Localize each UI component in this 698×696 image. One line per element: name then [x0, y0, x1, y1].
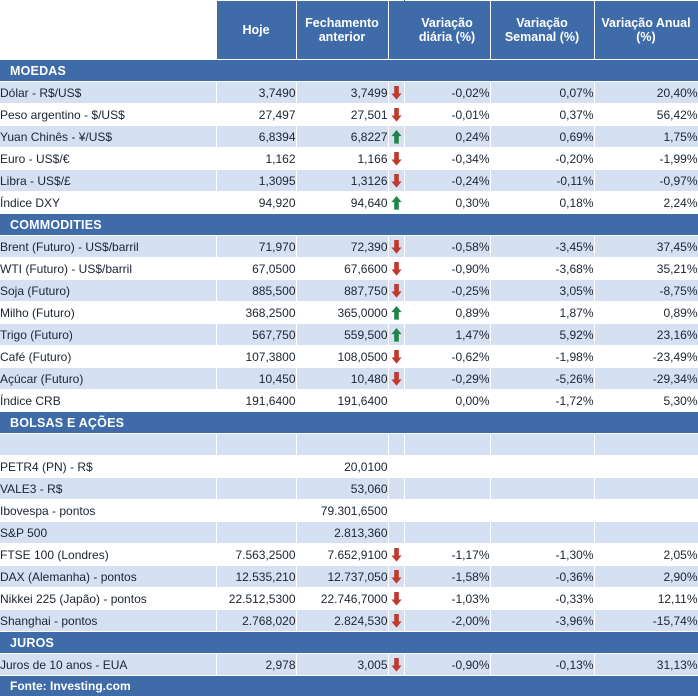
- arrow-down-icon: [388, 236, 404, 258]
- row-hoje: 3,7490: [216, 82, 296, 104]
- row-variacao-semanal: 1,87%: [490, 302, 594, 324]
- arrow-up-icon: [388, 302, 404, 324]
- row-fechamento-anterior: 20,0100: [296, 456, 388, 478]
- row-variacao-anual: -23,49%: [594, 346, 698, 368]
- row-variacao-diaria: -0,25%: [404, 280, 490, 302]
- row-label: Índice CRB: [0, 390, 216, 412]
- row-variacao-anual: 31,13%: [594, 654, 698, 676]
- row-label: FTSE 100 (Londres): [0, 544, 216, 566]
- arrow-down-icon: [388, 148, 404, 170]
- row-fechamento-anterior: 6,8227: [296, 126, 388, 148]
- table-row: [0, 654, 698, 676]
- row-hoje: 1,162: [216, 148, 296, 170]
- row-fechamento-anterior: 191,6400: [296, 390, 388, 412]
- row-variacao-diaria: -0,90%: [404, 654, 490, 676]
- row-variacao-semanal: -0,11%: [490, 170, 594, 192]
- row-hoje: 67,0500: [216, 258, 296, 280]
- row-label: Açúcar (Futuro): [0, 368, 216, 390]
- table-row: [0, 390, 698, 412]
- row-variacao-anual: 1,75%: [594, 126, 698, 148]
- row-variacao-anual: [594, 522, 698, 544]
- table-row: [0, 610, 698, 632]
- row-variacao-anual: 35,21%: [594, 258, 698, 280]
- row-variacao-diaria: -0,58%: [404, 236, 490, 258]
- row-label: Trigo (Futuro): [0, 324, 216, 346]
- row-variacao-diaria: -0,29%: [404, 368, 490, 390]
- row-fechamento-anterior: 72,390: [296, 236, 388, 258]
- row-variacao-semanal: -3,45%: [490, 236, 594, 258]
- row-variacao-semanal: 3,05%: [490, 280, 594, 302]
- table-row: [0, 544, 698, 566]
- row-variacao-diaria: [404, 522, 490, 544]
- arrow-down-icon: [388, 610, 404, 632]
- row-variacao-semanal: [490, 434, 594, 456]
- row-label: Shanghai - pontos: [0, 610, 216, 632]
- section-title: COMMODITIES: [0, 214, 698, 236]
- row-variacao-semanal: [490, 478, 594, 500]
- row-variacao-anual: -1,99%: [594, 148, 698, 170]
- row-variacao-diaria: [404, 434, 490, 456]
- row-hoje: 567,750: [216, 324, 296, 346]
- arrow-up-icon: [388, 324, 404, 346]
- row-fechamento-anterior: [296, 434, 388, 456]
- section-header-row: [0, 412, 698, 434]
- row-label: [0, 434, 216, 456]
- table-row: [0, 280, 698, 302]
- section-title: BOLSAS E AÇÕES: [0, 412, 698, 434]
- row-variacao-diaria: [404, 500, 490, 522]
- row-hoje: 10,450: [216, 368, 296, 390]
- row-variacao-anual: 0,89%: [594, 302, 698, 324]
- table-row: [0, 236, 698, 258]
- table-row: [0, 500, 698, 522]
- row-variacao-semanal: -5,26%: [490, 368, 594, 390]
- table-row: [0, 170, 698, 192]
- arrow-down-icon: [388, 280, 404, 302]
- row-variacao-semanal: -3,68%: [490, 258, 594, 280]
- row-label: Peso argentino - $/US$: [0, 104, 216, 126]
- row-variacao-semanal: 0,07%: [490, 82, 594, 104]
- arrow-down-icon: [388, 258, 404, 280]
- row-variacao-diaria: -0,62%: [404, 346, 490, 368]
- row-variacao-semanal: -1,98%: [490, 346, 594, 368]
- row-variacao-semanal: 0,69%: [490, 126, 594, 148]
- row-variacao-diaria: [404, 456, 490, 478]
- row-variacao-anual: 2,05%: [594, 544, 698, 566]
- table-row: [0, 522, 698, 544]
- row-hoje: 71,970: [216, 236, 296, 258]
- arrow-none: [388, 434, 404, 456]
- row-variacao-diaria: -0,24%: [404, 170, 490, 192]
- table-row: [0, 588, 698, 610]
- row-variacao-anual: -15,74%: [594, 610, 698, 632]
- row-label: Café (Futuro): [0, 346, 216, 368]
- row-variacao-semanal: 0,37%: [490, 104, 594, 126]
- row-fechamento-anterior: 12.737,050: [296, 566, 388, 588]
- row-hoje: 22.512,5300: [216, 588, 296, 610]
- table-row: [0, 566, 698, 588]
- table-row: [0, 346, 698, 368]
- row-label: Euro - US$/€: [0, 148, 216, 170]
- row-label: Brent (Futuro) - US$/barril: [0, 236, 216, 258]
- row-hoje: 107,3800: [216, 346, 296, 368]
- row-hoje: [216, 456, 296, 478]
- arrow-down-icon: [388, 588, 404, 610]
- row-variacao-anual: 2,24%: [594, 192, 698, 214]
- row-hoje: [216, 522, 296, 544]
- row-fechamento-anterior: 559,500: [296, 324, 388, 346]
- row-label: Dólar - R$/US$: [0, 82, 216, 104]
- row-label: Juros de 10 anos - EUA: [0, 654, 216, 676]
- row-variacao-semanal: -1,72%: [490, 390, 594, 412]
- row-fechamento-anterior: 3,7499: [296, 82, 388, 104]
- source-footer: Fonte: Investing.com: [0, 676, 698, 696]
- row-variacao-diaria: -0,90%: [404, 258, 490, 280]
- row-variacao-semanal: -1,30%: [490, 544, 594, 566]
- section-header-row: [0, 632, 698, 654]
- row-fechamento-anterior: 887,750: [296, 280, 388, 302]
- row-variacao-diaria: 0,89%: [404, 302, 490, 324]
- row-fechamento-anterior: 7.652,9100: [296, 544, 388, 566]
- row-variacao-anual: 20,40%: [594, 82, 698, 104]
- row-hoje: 191,6400: [216, 390, 296, 412]
- row-hoje: 2,978: [216, 654, 296, 676]
- row-variacao-diaria: -0,34%: [404, 148, 490, 170]
- row-variacao-diaria: 0,30%: [404, 192, 490, 214]
- row-fechamento-anterior: 94,640: [296, 192, 388, 214]
- row-variacao-diaria: 0,24%: [404, 126, 490, 148]
- row-variacao-diaria: -2,00%: [404, 610, 490, 632]
- header-variacao-diaria: Variação diária (%): [404, 1, 490, 60]
- header-arrow-col: [388, 1, 404, 60]
- arrow-down-icon: [388, 368, 404, 390]
- row-fechamento-anterior: 22.746,7000: [296, 588, 388, 610]
- arrow-down-icon: [388, 544, 404, 566]
- row-fechamento-anterior: 1,3126: [296, 170, 388, 192]
- header-blank: [0, 1, 216, 60]
- row-label: Soja (Futuro): [0, 280, 216, 302]
- row-variacao-semanal: -0,33%: [490, 588, 594, 610]
- row-variacao-anual: -8,75%: [594, 280, 698, 302]
- row-variacao-semanal: 0,18%: [490, 192, 594, 214]
- row-variacao-anual: 2,90%: [594, 566, 698, 588]
- row-variacao-anual: -0,97%: [594, 170, 698, 192]
- row-variacao-anual: 37,45%: [594, 236, 698, 258]
- row-fechamento-anterior: 53,060: [296, 478, 388, 500]
- row-hoje: [216, 500, 296, 522]
- row-hoje: 368,2500: [216, 302, 296, 324]
- row-hoje: [216, 478, 296, 500]
- row-variacao-semanal: [490, 500, 594, 522]
- table-row: [0, 148, 698, 170]
- table-row: [0, 258, 698, 280]
- row-label: VALE3 - R$: [0, 478, 216, 500]
- table-row: [0, 192, 698, 214]
- row-variacao-anual: [594, 456, 698, 478]
- header-variacao-anual: Variação Anual (%): [594, 1, 698, 60]
- arrow-up-icon: [388, 126, 404, 148]
- row-label: Nikkei 225 (Japão) - pontos: [0, 588, 216, 610]
- arrow-none: [388, 522, 404, 544]
- table-row: [0, 126, 698, 148]
- arrow-none: [388, 390, 404, 412]
- table-body: [0, 60, 698, 676]
- row-fechamento-anterior: 3,005: [296, 654, 388, 676]
- row-label: Ibovespa - pontos: [0, 500, 216, 522]
- table-row: [0, 456, 698, 478]
- row-variacao-anual: 23,16%: [594, 324, 698, 346]
- row-fechamento-anterior: 10,480: [296, 368, 388, 390]
- row-variacao-semanal: [490, 522, 594, 544]
- row-hoje: 1,3095: [216, 170, 296, 192]
- section-title: JUROS: [0, 632, 698, 654]
- row-variacao-semanal: 5,92%: [490, 324, 594, 346]
- arrow-down-icon: [388, 654, 404, 676]
- row-hoje: 94,920: [216, 192, 296, 214]
- table-row: [0, 478, 698, 500]
- row-label: Índice DXY: [0, 192, 216, 214]
- row-hoje: 7.563,2500: [216, 544, 296, 566]
- row-fechamento-anterior: 27,501: [296, 104, 388, 126]
- row-label: Libra - US$/£: [0, 170, 216, 192]
- row-fechamento-anterior: 79.301,6500: [296, 500, 388, 522]
- table-row: [0, 434, 698, 456]
- row-variacao-anual: 12,11%: [594, 588, 698, 610]
- row-hoje: 6,8394: [216, 126, 296, 148]
- row-variacao-diaria: [404, 478, 490, 500]
- arrow-none: [388, 456, 404, 478]
- header-variacao-semanal: Variação Semanal (%): [490, 1, 594, 60]
- arrow-down-icon: [388, 566, 404, 588]
- row-hoje: 885,500: [216, 280, 296, 302]
- arrow-none: [388, 500, 404, 522]
- section-header-row: [0, 214, 698, 236]
- row-variacao-anual: 56,42%: [594, 104, 698, 126]
- section-header-row: [0, 60, 698, 82]
- header-fechamento-anterior: Fechamento anterior: [296, 1, 388, 60]
- row-variacao-semanal: -0,13%: [490, 654, 594, 676]
- row-label: Milho (Futuro): [0, 302, 216, 324]
- arrow-down-icon: [388, 346, 404, 368]
- table-row: [0, 82, 698, 104]
- row-fechamento-anterior: 1,166: [296, 148, 388, 170]
- row-variacao-semanal: [490, 456, 594, 478]
- row-variacao-semanal: -0,36%: [490, 566, 594, 588]
- row-variacao-diaria: -1,17%: [404, 544, 490, 566]
- arrow-none: [388, 478, 404, 500]
- row-variacao-diaria: -1,03%: [404, 588, 490, 610]
- row-variacao-anual: -29,34%: [594, 368, 698, 390]
- row-hoje: 27,497: [216, 104, 296, 126]
- row-variacao-anual: [594, 478, 698, 500]
- row-hoje: 2.768,020: [216, 610, 296, 632]
- table-row: [0, 104, 698, 126]
- table-row: [0, 324, 698, 346]
- row-fechamento-anterior: 365,0000: [296, 302, 388, 324]
- arrow-up-icon: [388, 192, 404, 214]
- row-label: PETR4 (PN) - R$: [0, 456, 216, 478]
- row-hoje: 12.535,210: [216, 566, 296, 588]
- row-fechamento-anterior: 2.824,530: [296, 610, 388, 632]
- arrow-down-icon: [388, 82, 404, 104]
- row-variacao-diaria: 0,00%: [404, 390, 490, 412]
- row-variacao-anual: [594, 500, 698, 522]
- row-variacao-semanal: -0,20%: [490, 148, 594, 170]
- row-label: S&P 500: [0, 522, 216, 544]
- arrow-down-icon: [388, 170, 404, 192]
- row-label: DAX (Alemanha) - pontos: [0, 566, 216, 588]
- row-label: Yuan Chinês - ¥/US$: [0, 126, 216, 148]
- row-variacao-diaria: -0,02%: [404, 82, 490, 104]
- table-row: [0, 302, 698, 324]
- row-variacao-anual: 5,30%: [594, 390, 698, 412]
- row-variacao-diaria: -0,01%: [404, 104, 490, 126]
- row-fechamento-anterior: 108,0500: [296, 346, 388, 368]
- table-header: [0, 1, 698, 60]
- row-variacao-diaria: -1,58%: [404, 566, 490, 588]
- row-fechamento-anterior: 2.813,360: [296, 522, 388, 544]
- section-title: MOEDAS: [0, 60, 698, 82]
- table-row: [0, 368, 698, 390]
- row-variacao-diaria: 1,47%: [404, 324, 490, 346]
- header-hoje: Hoje: [216, 1, 296, 60]
- row-fechamento-anterior: 67,6600: [296, 258, 388, 280]
- arrow-down-icon: [388, 104, 404, 126]
- row-variacao-anual: [594, 434, 698, 456]
- row-hoje: [216, 434, 296, 456]
- row-variacao-semanal: -3,96%: [490, 610, 594, 632]
- row-label: WTI (Futuro) - US$/barril: [0, 258, 216, 280]
